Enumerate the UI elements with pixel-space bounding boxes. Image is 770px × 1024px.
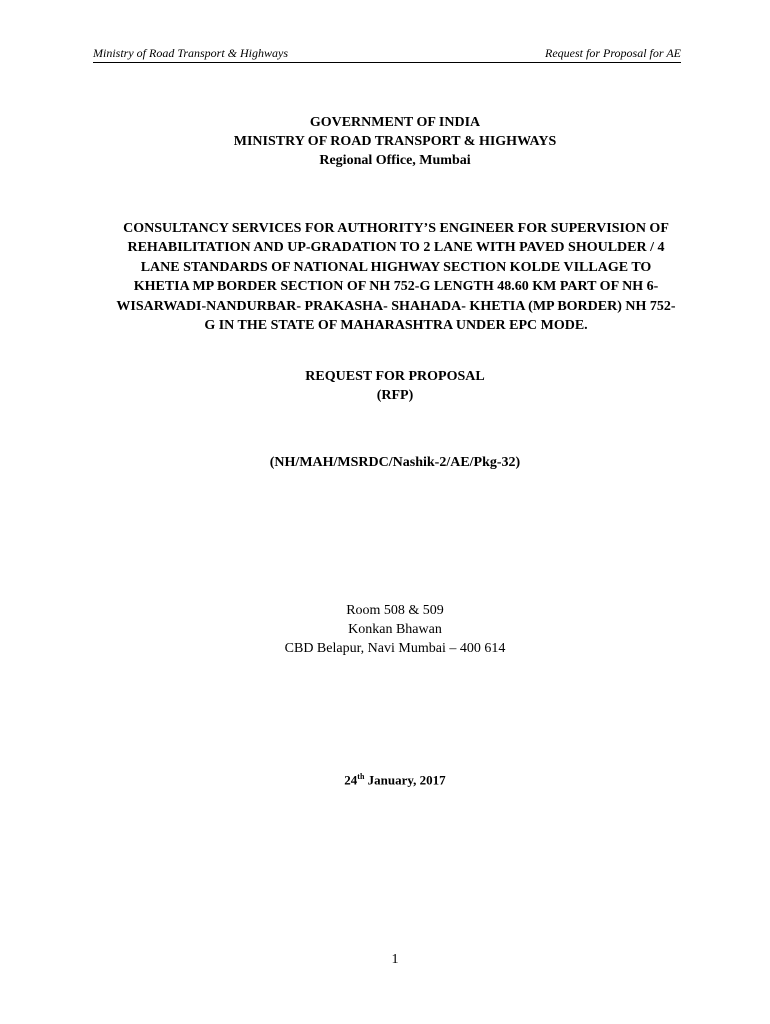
government-heading <box>80 113 710 170</box>
date-day: 24 <box>344 772 358 788</box>
header-document-type: Request for Proposal for AE <box>545 46 681 60</box>
package-reference-text: (NH/MAH/MSRDC/Nashik-2/AE/Pkg-32) <box>269 455 521 470</box>
document-date <box>80 772 710 788</box>
office-address <box>80 601 710 658</box>
project-title-line: REHABILITATION AND UP-GRADATION TO 2 LANE WITH PAVED SHOULDER / 4 <box>127 240 665 256</box>
project-title-line: CONSULTANCY SERVICES FOR AUTHORITY’S ENGINEER FOR SUPERVISION OF <box>123 221 669 236</box>
rfp-title: REQUEST FOR PROPOSAL <box>305 369 485 384</box>
regional-office-line: Regional Office, Mumbai <box>319 153 471 168</box>
project-title-line: KHETIA MP BORDER SECTION OF NH 752-G LENGTH 48.60 KM PART OF NH 6- <box>133 279 659 295</box>
address-building: Konkan Bhawan <box>348 622 442 637</box>
project-title-line: G IN THE STATE OF MAHARASHTRA UNDER EPC MODE. <box>204 318 588 334</box>
date-suffix: th <box>357 772 365 781</box>
address-city: CBD Belapur, Navi Mumbai – 400 614 <box>284 641 506 656</box>
rfp-heading <box>80 367 710 405</box>
project-title <box>78 219 714 335</box>
address-room: Room 508 & 509 <box>346 603 444 618</box>
project-title-line: LANE STANDARDS OF NATIONAL HIGHWAY SECTION KOLDE VILLAGE TO <box>140 259 652 275</box>
rfp-abbreviation: (RFP) <box>376 388 414 403</box>
project-title-line: WISARWADI-NANDURBAR- PRAKASHA- SHAHADA- KHETIA (MP BORDER) NH 752- <box>116 298 676 314</box>
government-line: GOVERNMENT OF INDIA <box>309 115 481 130</box>
ministry-line: MINISTRY OF ROAD TRANSPORT & HIGHWAYS <box>233 134 557 149</box>
running-header <box>93 44 681 63</box>
package-reference <box>80 453 710 472</box>
date-month-year: January, 2017 <box>364 772 446 788</box>
header-ministry: Ministry of Road Transport & Highways <box>93 46 289 60</box>
page-number: 1 <box>391 952 399 967</box>
